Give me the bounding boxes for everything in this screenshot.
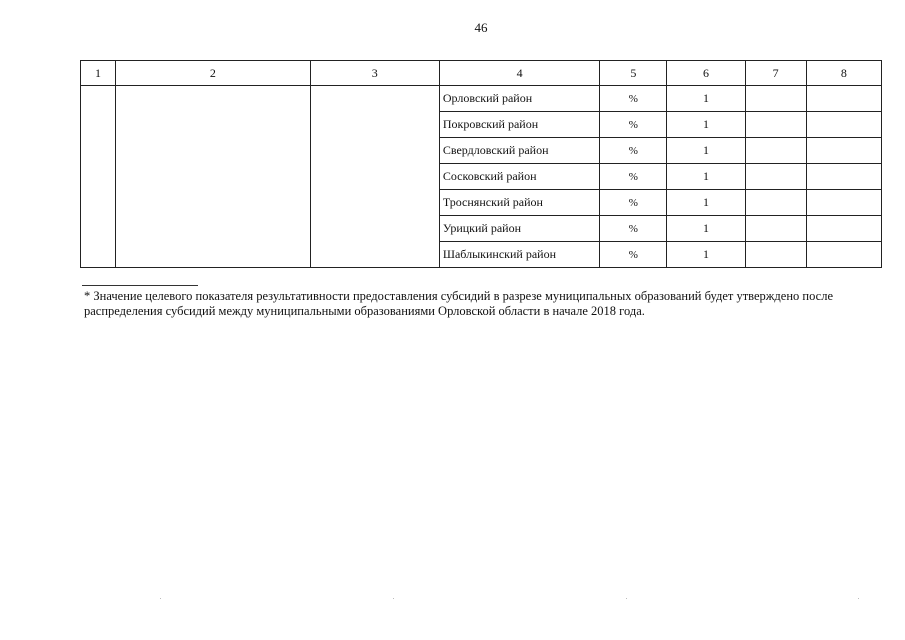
col8-cell — [806, 190, 881, 216]
district-cell: Сосковский район — [439, 164, 599, 190]
scan-specks — [0, 598, 905, 602]
value-cell: 1 — [667, 242, 745, 268]
footnote-text: * Значение целевого показателя результативности предоставления субсидий в разрезе муниципальных образований будет утверждено после распределения субсидий между муниципальными образованиями Орловской области в начале 2018 года. — [84, 289, 833, 318]
column-header-5: 5 — [600, 61, 667, 86]
col8-cell — [806, 138, 881, 164]
col8-cell — [806, 164, 881, 190]
value-cell: 1 — [667, 216, 745, 242]
column-header-6: 6 — [667, 61, 745, 86]
value-cell: 1 — [667, 190, 745, 216]
district-cell: Троснянский район — [439, 190, 599, 216]
col8-cell — [806, 112, 881, 138]
column-header-3: 3 — [310, 61, 439, 86]
col7-cell — [745, 164, 806, 190]
indicator-table — [80, 60, 882, 268]
col8-cell — [806, 242, 881, 268]
merged-cell-col1 — [81, 86, 116, 268]
col7-cell — [745, 112, 806, 138]
value-cell: 1 — [667, 112, 745, 138]
col8-cell — [806, 86, 881, 112]
col7-cell — [745, 190, 806, 216]
col7-cell — [745, 138, 806, 164]
district-cell: Шаблыкинский район — [439, 242, 599, 268]
district-cell: Свердловский район — [439, 138, 599, 164]
table-header-row — [81, 61, 882, 86]
district-cell: Орловский район — [439, 86, 599, 112]
district-cell: Урицкий район — [439, 216, 599, 242]
value-cell: 1 — [667, 164, 745, 190]
unit-cell: % — [600, 164, 667, 190]
unit-cell: % — [600, 242, 667, 268]
footnote-divider — [82, 285, 198, 286]
unit-cell: % — [600, 138, 667, 164]
value-cell: 1 — [667, 86, 745, 112]
col7-cell — [745, 86, 806, 112]
unit-cell: % — [600, 190, 667, 216]
district-cell: Покровский район — [439, 112, 599, 138]
table-row — [81, 86, 882, 112]
column-header-7: 7 — [745, 61, 806, 86]
column-header-8: 8 — [806, 61, 881, 86]
col7-cell — [745, 242, 806, 268]
value-cell: 1 — [667, 138, 745, 164]
merged-cell-col3 — [310, 86, 439, 268]
unit-cell: % — [600, 86, 667, 112]
column-header-4: 4 — [439, 61, 599, 86]
unit-cell: % — [600, 216, 667, 242]
col7-cell — [745, 216, 806, 242]
merged-cell-col2 — [116, 86, 310, 268]
column-header-2: 2 — [116, 61, 310, 86]
column-header-1: 1 — [81, 61, 116, 86]
unit-cell: % — [600, 112, 667, 138]
page-number: 46 — [474, 20, 488, 35]
col8-cell — [806, 216, 881, 242]
